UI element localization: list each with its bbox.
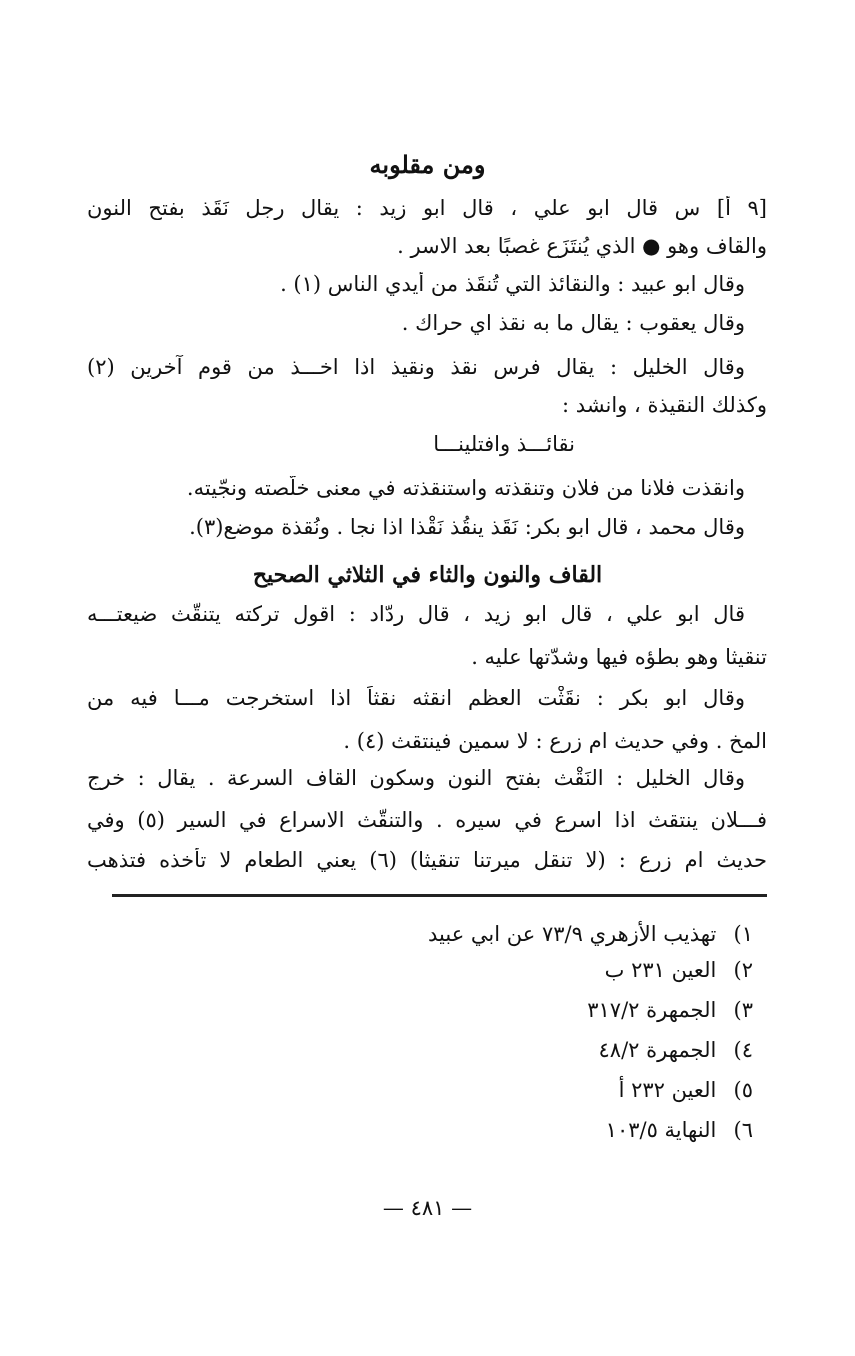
poem-verse: نقائـــذ وافتلينـــا [433,432,575,456]
text-line: وقال ابو عبيد : والنقائذ التي تُنقَذ من أيدي الناس (١) . [280,272,745,296]
footnote-item [605,958,753,982]
footnote-item [599,1038,753,1062]
section-heading-qnth: القاف والنون والثاء في الثلاثي الصحيح [252,562,603,588]
footnote-number: ٢) [733,958,753,982]
text-line: والقاف وهو ● الذي يُنتَزَع غصبًا بعد الاسر . [397,234,767,258]
footnote-item [587,998,753,1022]
footnote-separator [112,894,767,897]
footnote-number: ٦) [733,1118,753,1142]
footnote-text: الجمهرة ٤٨/٢ [598,1038,717,1062]
footnote-text: العين ٢٣١ ب [604,958,717,982]
footnote-item [428,922,753,946]
text-line: تنقيثا وهو بطؤه فيها وشدّتها عليه . [471,645,767,669]
footnote-text: الجمهرة ٣١٧/٢ [587,998,717,1022]
text-line: وقال محمد ، قال ابو بكر: نَقَذ ينقُذ نَقْذا اذا نجا . ونُقذة موضع(٣). [189,515,745,539]
text-line: المخ . وفي حديث ام زرع : لا سمين فينتقث (٤) . [343,729,767,753]
footnote-item [619,1078,753,1102]
text-line: حديث ام زرع : (لا تنقل ميرتنا تنقيثا) (٦) يعني الطعام لا تأخذه فتذهب [87,848,767,872]
text-line: قال ابو علي ، قال ابو زيد ، قال ردّاد : اقول تركته يتنقّث ضيعتـــه [87,602,745,626]
text-line: وقال ابو بكر : نقَثْت العظم انقثه نقثاً اذا استخرجت مـــا فيه من [87,686,745,710]
footnote-text: تهذيب الأزهري ٧٣/٩ عن ابي عبيد [428,922,717,946]
footnote-text: العين ٢٣٢ أ [618,1078,717,1102]
page-number: — ٤٨١ — [382,1196,473,1220]
footnote-text: النهاية ١٠٣/٥ [605,1118,717,1142]
footnote-number: ١) [733,922,753,946]
footnote-number: ٤) [733,1038,753,1062]
section-heading-maqlub: ومن مقلوبه [369,150,486,179]
text-line: وقال يعقوب : يقال ما به نقذ اي حراك . [401,311,745,335]
text-line: وقال الخليل : يقال فرس نقذ ونقيذ اذا اخـــذ من قوم آخرين (٢) [87,355,745,379]
footnote-number: ٥) [733,1078,753,1102]
footnote-item [606,1118,753,1142]
text-line: [٩ أ] س قال ابو علي ، قال ابو زيد : يقال رجل نَقَذ بفتح النون [87,196,767,220]
text-line: وقال الخليل : النَقْث بفتح النون وسكون القاف السرعة . يقال : خرج [87,766,745,790]
text-line: وكذلك النقيذة ، وانشد : [562,393,767,417]
text-line: فـــلان ينتقث اذا اسرع في سيره . والتنقّث الاسراع في السير (٥) وفي [87,808,767,832]
text-line: وانقذت فلانا من فلان وتنقذته واستنقذته في معنى خلّصته ونجّيته. [186,476,745,500]
footnote-number: ٣) [733,998,753,1022]
